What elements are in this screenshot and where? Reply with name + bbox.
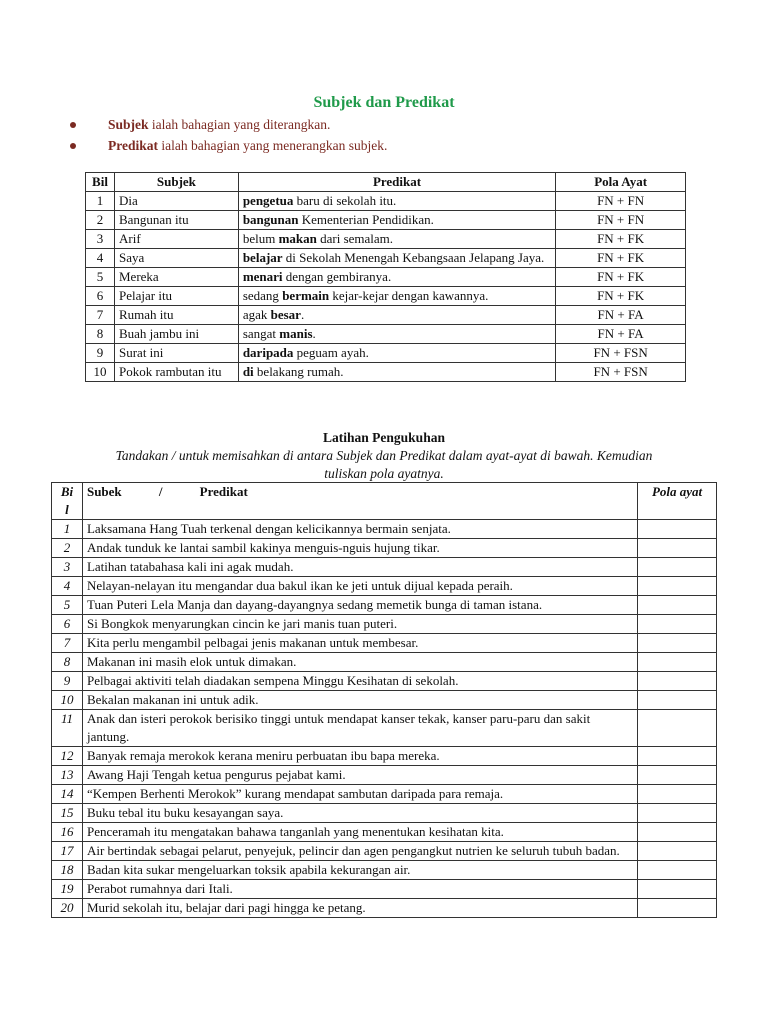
header-subjek: Subjek bbox=[114, 173, 238, 192]
header-subek: Subek bbox=[86, 484, 122, 499]
cell-bil: 17 bbox=[52, 842, 83, 861]
cell-pola-ayat-answer[interactable] bbox=[638, 539, 717, 558]
cell-bil: 14 bbox=[52, 785, 83, 804]
predikat-keyword: menari bbox=[242, 269, 283, 284]
predikat-keyword: besar bbox=[270, 307, 301, 322]
table-row bbox=[52, 558, 717, 577]
cell-sentence: Anak dan isteri perokok berisiko tinggi untuk mendapat kanser tekak, kanser paru-paru dan sakit jantung. bbox=[82, 710, 637, 747]
cell-bil: 8 bbox=[52, 653, 83, 672]
cell-sentence: Murid sekolah itu, belajar dari pagi hingga ke petang. bbox=[82, 899, 637, 918]
example-table bbox=[85, 172, 686, 382]
predikat-keyword: pengetua bbox=[242, 193, 294, 208]
cell-pola-ayat: FN + FK bbox=[556, 230, 686, 249]
cell-sentence: Makanan ini masih elok untuk dimakan. bbox=[82, 653, 637, 672]
cell-bil: 5 bbox=[52, 596, 83, 615]
table-row bbox=[52, 710, 717, 747]
cell-pola-ayat-answer[interactable] bbox=[638, 653, 717, 672]
cell-pola-ayat-answer[interactable] bbox=[638, 842, 717, 861]
cell-pola-ayat-answer[interactable] bbox=[638, 804, 717, 823]
predikat-post: kejar-kejar dengan kawannya. bbox=[329, 288, 489, 303]
cell-sentence: Penceramah itu mengatakan bahawa tanganlah yang menentukan kesihatan kita. bbox=[82, 823, 637, 842]
exercise-table-body bbox=[52, 520, 717, 918]
cell-pola-ayat: FN + FA bbox=[556, 306, 686, 325]
cell-subjek: Bangunan itu bbox=[114, 211, 238, 230]
predikat-keyword: bermain bbox=[282, 288, 330, 303]
cell-pola-ayat-answer[interactable] bbox=[638, 747, 717, 766]
cell-sentence: “Kempen Berhenti Merokok” kurang mendapat sambutan daripada para remaja. bbox=[82, 785, 637, 804]
cell-bil: 6 bbox=[86, 287, 115, 306]
table-header-row bbox=[86, 173, 686, 192]
cell-pola-ayat: FN + FK bbox=[556, 268, 686, 287]
header-subek-predikat bbox=[82, 483, 637, 520]
cell-sentence: Nelayan-nelayan itu mengandar dua bakul ikan ke jeti untuk dijual kepada peraih. bbox=[82, 577, 637, 596]
cell-bil: 1 bbox=[52, 520, 83, 539]
cell-subjek: Saya bbox=[114, 249, 238, 268]
predikat-post: dari semalam. bbox=[316, 231, 394, 246]
cell-sentence: Bekalan makanan ini untuk adik. bbox=[82, 691, 637, 710]
cell-sentence: Perabot rumahnya dari Itali. bbox=[82, 880, 637, 899]
cell-bil: 15 bbox=[52, 804, 83, 823]
cell-predikat bbox=[238, 192, 555, 211]
cell-predikat bbox=[238, 344, 555, 363]
cell-pola-ayat-answer[interactable] bbox=[638, 672, 717, 691]
cell-bil: 7 bbox=[86, 306, 115, 325]
predikat-keyword: belajar bbox=[242, 250, 283, 265]
table-row bbox=[52, 672, 717, 691]
cell-bil: 12 bbox=[52, 747, 83, 766]
cell-pola-ayat-answer[interactable] bbox=[638, 577, 717, 596]
cell-bil: 11 bbox=[52, 710, 83, 747]
term-predikat: Predikat bbox=[108, 138, 158, 153]
cell-bil: 16 bbox=[52, 823, 83, 842]
cell-subjek: Mereka bbox=[114, 268, 238, 287]
cell-sentence: Air bertindak sebagai pelarut, penyejuk, pelincir dan agen pengangkut nutrien ke seluruh tubuh badan. bbox=[82, 842, 637, 861]
table-row bbox=[52, 634, 717, 653]
table-row bbox=[52, 691, 717, 710]
table-row bbox=[52, 596, 717, 615]
definition-predikat: ialah bahagian yang menerangkan subjek. bbox=[158, 138, 388, 153]
header-predikat: Predikat bbox=[238, 173, 555, 192]
predikat-post: di Sekolah Menengah Kebangsaan Jelapang Jaya. bbox=[282, 250, 545, 265]
cell-subjek: Buah jambu ini bbox=[114, 325, 238, 344]
page-title: Subjek dan Predikat bbox=[313, 94, 455, 111]
cell-sentence: Latihan tatabahasa kali ini agak mudah. bbox=[82, 558, 637, 577]
cell-pola-ayat: FN + FK bbox=[556, 287, 686, 306]
cell-sentence: Si Bongkok menyarungkan cincin ke jari manis tuan puteri. bbox=[82, 615, 637, 634]
header-separator: / bbox=[158, 484, 163, 499]
predikat-keyword: daripada bbox=[242, 345, 294, 360]
cell-pola-ayat-answer[interactable] bbox=[638, 520, 717, 539]
cell-bil: 18 bbox=[52, 861, 83, 880]
cell-sentence: Awang Haji Tengah ketua pengurus pejabat kami. bbox=[82, 766, 637, 785]
predikat-pre: sedang bbox=[242, 288, 283, 303]
cell-pola-ayat-answer[interactable] bbox=[638, 615, 717, 634]
cell-bil: 9 bbox=[52, 672, 83, 691]
cell-subjek: Pokok rambutan itu bbox=[114, 363, 238, 382]
predikat-keyword: manis bbox=[279, 326, 313, 341]
table-row bbox=[86, 344, 686, 363]
table-row bbox=[52, 766, 717, 785]
predikat-post: dengan gembiranya. bbox=[282, 269, 392, 284]
predikat-keyword: bangunan bbox=[242, 212, 299, 227]
predikat-post: . bbox=[300, 307, 305, 322]
table-row bbox=[52, 880, 717, 899]
predikat-post: belakang rumah. bbox=[253, 364, 344, 379]
cell-subjek: Pelajar itu bbox=[114, 287, 238, 306]
cell-bil: 9 bbox=[86, 344, 115, 363]
cell-pola-ayat: FN + FN bbox=[556, 192, 686, 211]
table-row bbox=[52, 539, 717, 558]
predikat-post: baru di sekolah itu. bbox=[293, 193, 397, 208]
predikat-pre: sangat bbox=[242, 326, 280, 341]
predikat-pre: belum bbox=[242, 231, 279, 246]
table-row bbox=[52, 804, 717, 823]
cell-bil: 3 bbox=[52, 558, 83, 577]
cell-subjek: Surat ini bbox=[114, 344, 238, 363]
table-row bbox=[52, 577, 717, 596]
cell-bil: 13 bbox=[52, 766, 83, 785]
predikat-pre: agak bbox=[242, 307, 271, 322]
predikat-keyword: di bbox=[242, 364, 254, 379]
cell-bil: 1 bbox=[86, 192, 115, 211]
header-pola-ayat: Pola ayat bbox=[638, 483, 717, 520]
cell-subjek: Rumah itu bbox=[114, 306, 238, 325]
cell-bil: 6 bbox=[52, 615, 83, 634]
exercise-title: Latihan Pengukuhan bbox=[323, 430, 445, 445]
cell-pola-ayat-answer[interactable] bbox=[638, 634, 717, 653]
cell-subjek: Dia bbox=[114, 192, 238, 211]
cell-sentence: Laksamana Hang Tuah terkenal dengan kelicikannya bermain senjata. bbox=[82, 520, 637, 539]
cell-sentence: Banyak remaja merokok kerana meniru perbuatan ibu bapa mereka. bbox=[82, 747, 637, 766]
table-row bbox=[86, 268, 686, 287]
cell-sentence: Kita perlu mengambil pelbagai jenis makanan untuk membesar. bbox=[82, 634, 637, 653]
table-row bbox=[52, 747, 717, 766]
cell-bil: 7 bbox=[52, 634, 83, 653]
header-bil: Bil bbox=[52, 483, 83, 520]
cell-pola-ayat: FN + FA bbox=[556, 325, 686, 344]
predikat-keyword: makan bbox=[278, 231, 317, 246]
term-subjek: Subjek bbox=[108, 117, 149, 132]
cell-predikat bbox=[238, 249, 555, 268]
exercise-table bbox=[51, 482, 717, 918]
table-header-row bbox=[52, 483, 717, 520]
cell-pola-ayat: FN + FSN bbox=[556, 344, 686, 363]
cell-sentence: Badan kita sukar mengeluarkan toksik apabila kekurangan air. bbox=[82, 861, 637, 880]
cell-bil: 4 bbox=[86, 249, 115, 268]
table-row bbox=[52, 520, 717, 539]
bullet-icon bbox=[70, 122, 76, 128]
cell-sentence: Pelbagai aktiviti telah diadakan sempena Minggu Kesihatan di sekolah. bbox=[82, 672, 637, 691]
cell-pola-ayat-answer[interactable] bbox=[638, 899, 717, 918]
cell-predikat bbox=[238, 268, 555, 287]
table-row bbox=[86, 211, 686, 230]
cell-bil: 8 bbox=[86, 325, 115, 344]
table-row bbox=[86, 192, 686, 211]
bullet-icon bbox=[70, 143, 76, 149]
cell-pola-ayat-answer[interactable] bbox=[638, 823, 717, 842]
cell-bil: 19 bbox=[52, 880, 83, 899]
cell-pola-ayat: FN + FK bbox=[556, 249, 686, 268]
table-row bbox=[86, 249, 686, 268]
cell-bil: 2 bbox=[86, 211, 115, 230]
header-bil: Bil bbox=[86, 173, 115, 192]
cell-bil: 10 bbox=[52, 691, 83, 710]
table-row bbox=[52, 842, 717, 861]
table-row bbox=[52, 861, 717, 880]
cell-bil: 2 bbox=[52, 539, 83, 558]
exercise-instruction: Tandakan / untuk memisahkan di antara Subjek dan Predikat dalam ayat-ayat di bawah. Kemudian tuliskan pola ayatnya. bbox=[115, 448, 653, 481]
table-row bbox=[52, 899, 717, 918]
cell-pola-ayat-answer[interactable] bbox=[638, 861, 717, 880]
cell-pola-ayat-answer[interactable] bbox=[638, 558, 717, 577]
cell-sentence: Andak tunduk ke lantai sambil kakinya menguis-nguis hujung tikar. bbox=[82, 539, 637, 558]
cell-pola-ayat: FN + FN bbox=[556, 211, 686, 230]
cell-pola-ayat-answer[interactable] bbox=[638, 710, 717, 747]
cell-bil: 5 bbox=[86, 268, 115, 287]
cell-pola-ayat-answer[interactable] bbox=[638, 880, 717, 899]
cell-bil: 3 bbox=[86, 230, 115, 249]
cell-predikat bbox=[238, 306, 555, 325]
predikat-post: . bbox=[312, 326, 316, 341]
table-row bbox=[86, 287, 686, 306]
cell-bil: 20 bbox=[52, 899, 83, 918]
cell-predikat bbox=[238, 325, 555, 344]
cell-pola-ayat-answer[interactable] bbox=[638, 691, 717, 710]
predikat-post: peguam ayah. bbox=[293, 345, 369, 360]
cell-pola-ayat-answer[interactable] bbox=[638, 596, 717, 615]
cell-bil: 4 bbox=[52, 577, 83, 596]
cell-pola-ayat: FN + FSN bbox=[556, 363, 686, 382]
table-row bbox=[86, 325, 686, 344]
table-row bbox=[86, 230, 686, 249]
example-table-body bbox=[86, 192, 686, 382]
cell-predikat bbox=[238, 363, 555, 382]
cell-subjek: Arif bbox=[114, 230, 238, 249]
predikat-post: Kementerian Pendidikan. bbox=[298, 212, 434, 227]
cell-pola-ayat-answer[interactable] bbox=[638, 766, 717, 785]
table-row bbox=[52, 823, 717, 842]
header-pola-ayat: Pola Ayat bbox=[556, 173, 686, 192]
table-row bbox=[52, 615, 717, 634]
cell-predikat bbox=[238, 230, 555, 249]
table-row bbox=[86, 363, 686, 382]
cell-sentence: Tuan Puteri Lela Manja dan dayang-dayangnya sedang memetik bunga di taman istana. bbox=[82, 596, 637, 615]
cell-pola-ayat-answer[interactable] bbox=[638, 785, 717, 804]
cell-sentence: Buku tebal itu buku kesayangan saya. bbox=[82, 804, 637, 823]
cell-bil: 10 bbox=[86, 363, 115, 382]
table-row bbox=[86, 306, 686, 325]
table-row bbox=[52, 785, 717, 804]
definition-subjek: ialah bahagian yang diterangkan. bbox=[148, 117, 331, 132]
cell-predikat bbox=[238, 287, 555, 306]
table-row bbox=[52, 653, 717, 672]
header-predikat: Predikat bbox=[199, 484, 248, 499]
cell-predikat bbox=[238, 211, 555, 230]
